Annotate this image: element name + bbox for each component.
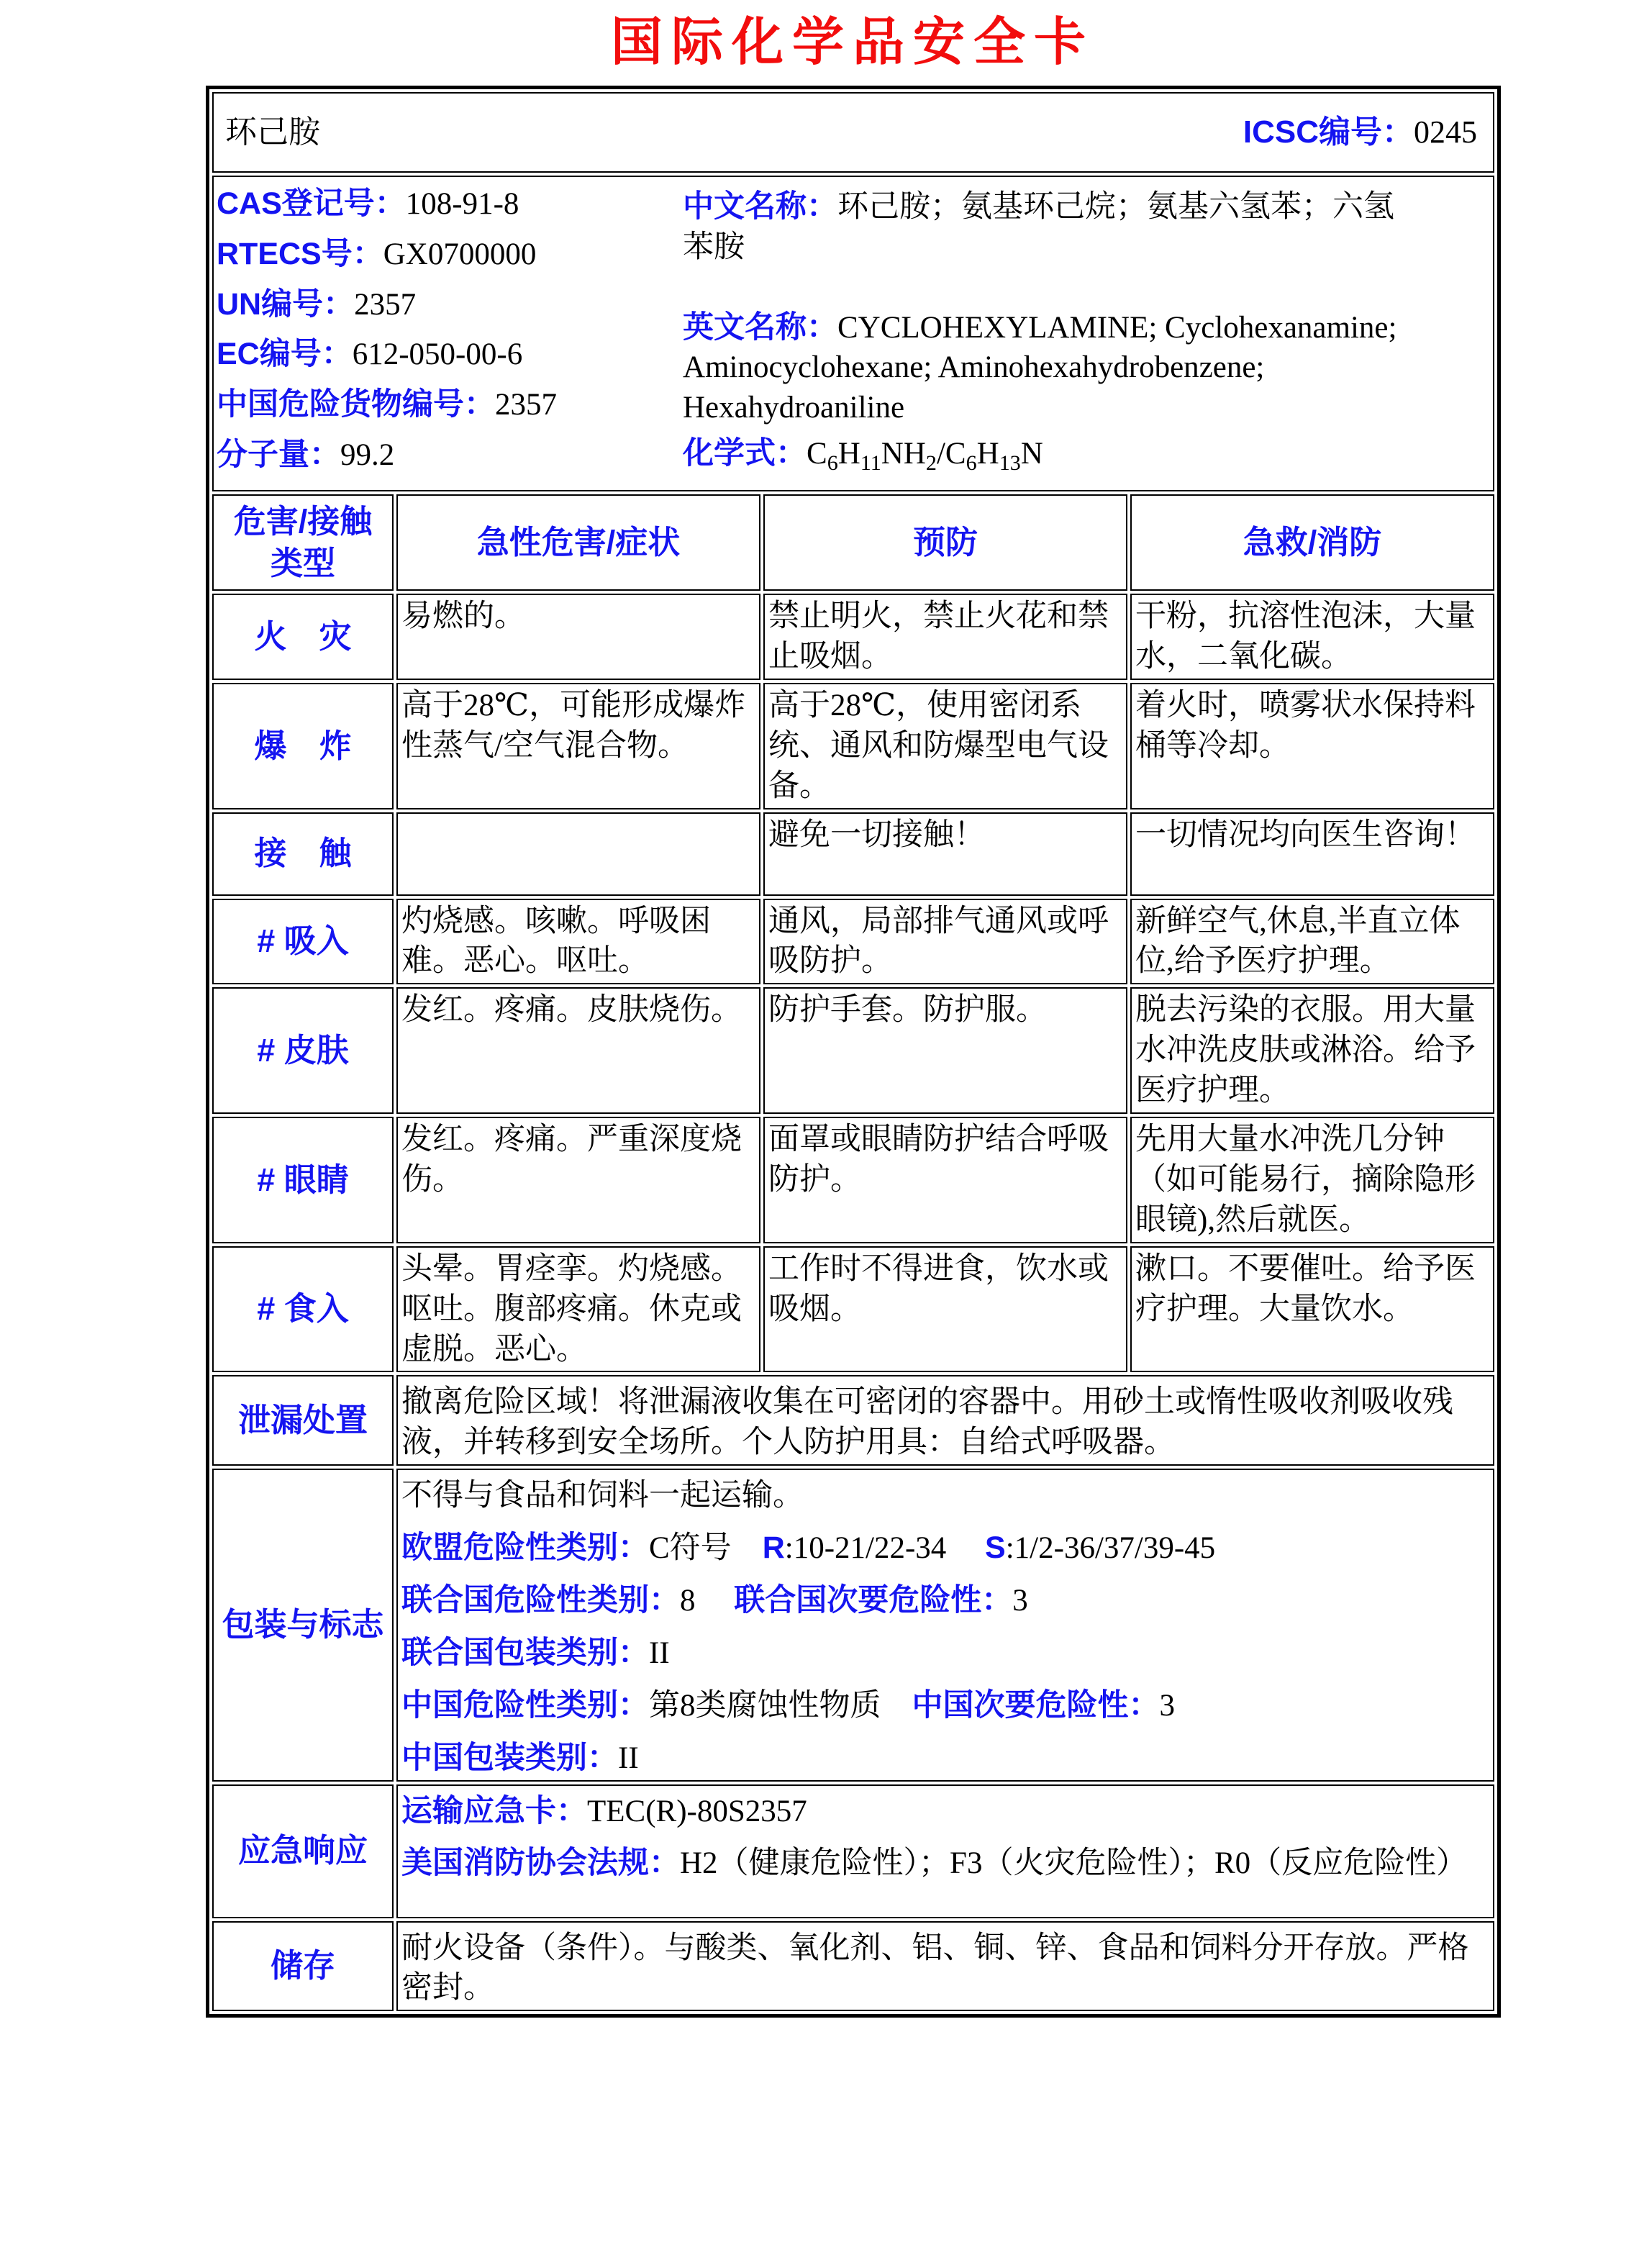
icsc-number-label: ICSC编号： — [1243, 114, 1414, 150]
identifiers-row — [212, 176, 1494, 491]
registry-line — [217, 385, 683, 425]
registry-label: RTECS号： — [217, 236, 383, 271]
field-value: II — [618, 1741, 639, 1775]
skin-response-cell: 脱去污染的衣服。用大量水冲洗皮肤或淋浴。给予医疗护理。 — [1130, 987, 1494, 1114]
section-row-spill — [212, 1375, 1494, 1466]
section-line — [401, 1633, 1486, 1674]
field-label: 联合国包装类别： — [401, 1635, 649, 1670]
icsc-page — [206, 9, 1499, 2018]
icsc-number-value: 0245 — [1414, 114, 1477, 150]
hazard-row-inhalation — [212, 899, 1494, 985]
section-line — [401, 1686, 1486, 1726]
inhalation-response-cell: 新鲜空气,休息,半直立体位,给予医疗护理。 — [1130, 899, 1494, 985]
field-value: :10-21/22-34 — [784, 1531, 986, 1566]
contact-response-cell: 一切情况均向医生咨询！ — [1130, 812, 1494, 896]
registry-line — [217, 235, 683, 275]
section-line — [401, 1738, 1486, 1779]
header-hazard-type: 危害/接触类型 — [212, 494, 394, 591]
section-content-spill — [396, 1375, 1494, 1466]
field-value: TEC(R)-80S2357 — [587, 1794, 807, 1828]
formula-segment: H — [837, 437, 860, 471]
skin-symptoms-cell: 发红。疼痛。皮肤烧伤。 — [396, 987, 760, 1114]
hazard-type-label-eyes: # 眼睛 — [212, 1117, 394, 1243]
chinese-names-label: 中文名称： — [683, 189, 837, 224]
section-line — [401, 1476, 1486, 1516]
identifiers-wrap — [217, 184, 1487, 486]
eyes-prevention-cell: 面罩或眼睛防护结合呼吸防护。 — [763, 1117, 1127, 1243]
field-label: 欧盟危险性类别： — [401, 1530, 649, 1566]
fire-symptoms-cell: 易燃的。 — [396, 594, 760, 680]
section-line — [401, 1528, 1486, 1569]
inhalation-prevention-cell: 通风，局部排气通风或呼吸防护。 — [763, 899, 1127, 985]
chinese-names-line — [683, 187, 1402, 268]
hazard-header-row — [212, 494, 1494, 591]
section-row-storage — [212, 1921, 1494, 2012]
ingestion-prevention-cell: 工作时不得进食，饮水或吸烟。 — [763, 1246, 1127, 1373]
name-row — [225, 112, 1477, 153]
hazard-row-contact — [212, 812, 1494, 896]
field-label: R — [762, 1530, 785, 1566]
section-label-packaging: 包装与标志 — [212, 1469, 394, 1781]
field-value: 3 — [1159, 1688, 1175, 1723]
field-label: 运输应急卡： — [401, 1793, 587, 1828]
hazard-row-ingestion — [212, 1246, 1494, 1373]
registry-label: UN编号： — [217, 286, 355, 322]
chemical-name-cell — [212, 92, 1494, 173]
hazard-row-eyes — [212, 1117, 1494, 1243]
hazard-row-skin — [212, 987, 1494, 1114]
registry-line — [217, 285, 683, 325]
registry-line — [217, 335, 683, 375]
section-label-emergency: 应急响应 — [212, 1784, 394, 1918]
section-row-packaging — [212, 1469, 1494, 1781]
formula-segment: /C — [936, 437, 966, 471]
formula-subscript: 13 — [999, 450, 1021, 476]
formula-segment: NH — [881, 437, 926, 471]
hazard-type-label-ingestion: # 食入 — [212, 1246, 394, 1373]
icsc-card-table — [206, 86, 1501, 2018]
field-value: 8 — [680, 1583, 735, 1618]
registry-value: GX0700000 — [383, 237, 537, 271]
names-block — [683, 184, 1402, 486]
registry-block — [217, 184, 683, 486]
header-symptoms: 急性危害/症状 — [396, 494, 760, 591]
hazard-type-label-inhalation: # 吸入 — [212, 899, 394, 985]
formula-subscript: 6 — [966, 450, 977, 476]
hazard-row-explosion — [212, 683, 1494, 809]
field-value: H2（健康危险性）；F3（火灾危险性）；R0（反应危险性） — [680, 1846, 1468, 1881]
english-names-value: CYCLOHEXYLAMINE; Cyclohexanamine; Aminocyclohexane; Aminohexahydrobenzene; Hexahydroaniline — [683, 310, 1397, 425]
explosion-symptoms-cell: 高于28℃，可能形成爆炸性蒸气/空气混合物。 — [396, 683, 760, 809]
formula-subscript: 2 — [925, 450, 937, 476]
page-title: 国际化学品安全卡 — [610, 14, 1094, 71]
field-value: 耐火设备（条件）。与酸类、氧化剂、铝、铜、锌、食品和饲料分开存放。严格密封。 — [401, 1931, 1469, 2005]
formula-subscript: 11 — [860, 450, 881, 476]
eyes-response-cell: 先用大量水冲洗几分钟（如可能易行，摘除隐形眼镜),然后就医。 — [1130, 1117, 1494, 1243]
header-response: 急救/消防 — [1130, 494, 1494, 591]
contact-prevention-cell: 避免一切接触！ — [763, 812, 1127, 896]
contact-symptoms-cell — [396, 812, 760, 896]
field-value: 不得与食品和饲料一起运输。 — [401, 1479, 804, 1513]
field-label: 中国次要危险性： — [912, 1687, 1160, 1723]
registry-value: 612-050-00-6 — [352, 337, 523, 372]
formula-subscript: 6 — [827, 450, 838, 476]
section-line — [401, 1581, 1486, 1621]
chemical-name-row — [212, 92, 1494, 173]
registry-label: CAS登记号： — [217, 186, 406, 221]
field-value: 3 — [1012, 1583, 1028, 1618]
hazard-type-label-explosion: 爆 炸 — [212, 683, 394, 809]
icsc-number — [1243, 112, 1477, 153]
registry-value: 108-91-8 — [405, 186, 519, 221]
registry-line — [217, 184, 683, 224]
registry-value: 2357 — [495, 388, 557, 422]
formula-label: 化学式： — [683, 436, 807, 471]
field-label: 中国包装类别： — [401, 1740, 618, 1775]
english-names-line — [683, 308, 1402, 429]
field-label: 美国消防协会法规： — [401, 1846, 680, 1881]
section-label-storage: 储存 — [212, 1921, 394, 2012]
section-line — [401, 1382, 1486, 1463]
section-content-storage — [396, 1921, 1494, 2012]
ingestion-response-cell: 漱口。不要催吐。给予医疗护理。大量饮水。 — [1130, 1246, 1494, 1373]
registry-value: 99.2 — [340, 438, 395, 473]
explosion-response-cell: 着火时，喷雾状水保持料桶等冷却。 — [1130, 683, 1494, 809]
formula-line — [683, 434, 1402, 477]
field-value: :1/2-36/37/39-45 — [1005, 1531, 1216, 1566]
field-label: 联合国危险性类别： — [401, 1582, 680, 1618]
hazard-type-label-contact: 接 触 — [212, 812, 394, 896]
formula-value — [807, 437, 1043, 476]
section-line — [401, 1843, 1486, 1884]
formula-segment: C — [807, 437, 827, 471]
hazard-type-label-fire: 火 灾 — [212, 594, 394, 680]
ingestion-symptoms-cell: 头晕。胃痉挛。灼烧感。呕吐。腹部疼痛。休克或虚脱。恶心。 — [396, 1246, 760, 1373]
hazard-type-label-skin: # 皮肤 — [212, 987, 394, 1114]
explosion-prevention-cell: 高于28℃，使用密闭系统、通风和防爆型电气设备。 — [763, 683, 1127, 809]
formula-segment: N — [1020, 437, 1043, 471]
registry-label: 分子量： — [217, 437, 340, 473]
field-value: 第8类腐蚀性物质 — [649, 1688, 912, 1723]
section-label-spill: 泄漏处置 — [212, 1375, 394, 1466]
section-content-packaging — [396, 1469, 1494, 1781]
section-line — [401, 1792, 1486, 1832]
hazard-row-fire — [212, 594, 1494, 680]
eyes-symptoms-cell: 发红。疼痛。严重深度烧伤。 — [396, 1117, 760, 1243]
inhalation-symptoms-cell: 灼烧感。咳嗽。呼吸困难。恶心。呕吐。 — [396, 899, 760, 985]
registry-label: 中国危险货物编号： — [217, 387, 495, 422]
identifiers-cell — [212, 176, 1494, 491]
formula-segment: H — [976, 437, 999, 471]
section-line — [401, 1928, 1486, 2009]
chinese-names-value: 环己胺；氨基环己烷；氨基六氢苯；六氢苯胺 — [683, 189, 1394, 264]
english-names-label: 英文名称： — [683, 309, 837, 345]
field-label: S — [985, 1530, 1006, 1566]
section-content-emergency — [396, 1784, 1494, 1918]
registry-value: 2357 — [354, 287, 417, 322]
field-value: C符号 — [649, 1531, 763, 1566]
field-value: 撤离危险区域！将泄漏液收集在可密闭的容器中。用砂土或惰性吸收剂吸收残液，并转移到安全场所。个人防护用具：自给式呼吸器。 — [401, 1385, 1453, 1460]
registry-label: EC编号： — [217, 337, 353, 372]
header-prevention: 预防 — [763, 494, 1127, 591]
chemical-name: 环己胺 — [225, 114, 320, 150]
skin-prevention-cell: 防护手套。防护服。 — [763, 987, 1127, 1114]
field-label: 联合国次要危险性： — [734, 1582, 1013, 1618]
registry-line — [217, 435, 683, 476]
fire-prevention-cell: 禁止明火，禁止火花和禁止吸烟。 — [763, 594, 1127, 680]
section-row-emergency — [212, 1784, 1494, 1918]
field-label: 中国危险性类别： — [401, 1687, 649, 1723]
field-value: II — [649, 1636, 670, 1670]
fire-response-cell: 干粉，抗溶性泡沫，大量水，二氧化碳。 — [1130, 594, 1494, 680]
